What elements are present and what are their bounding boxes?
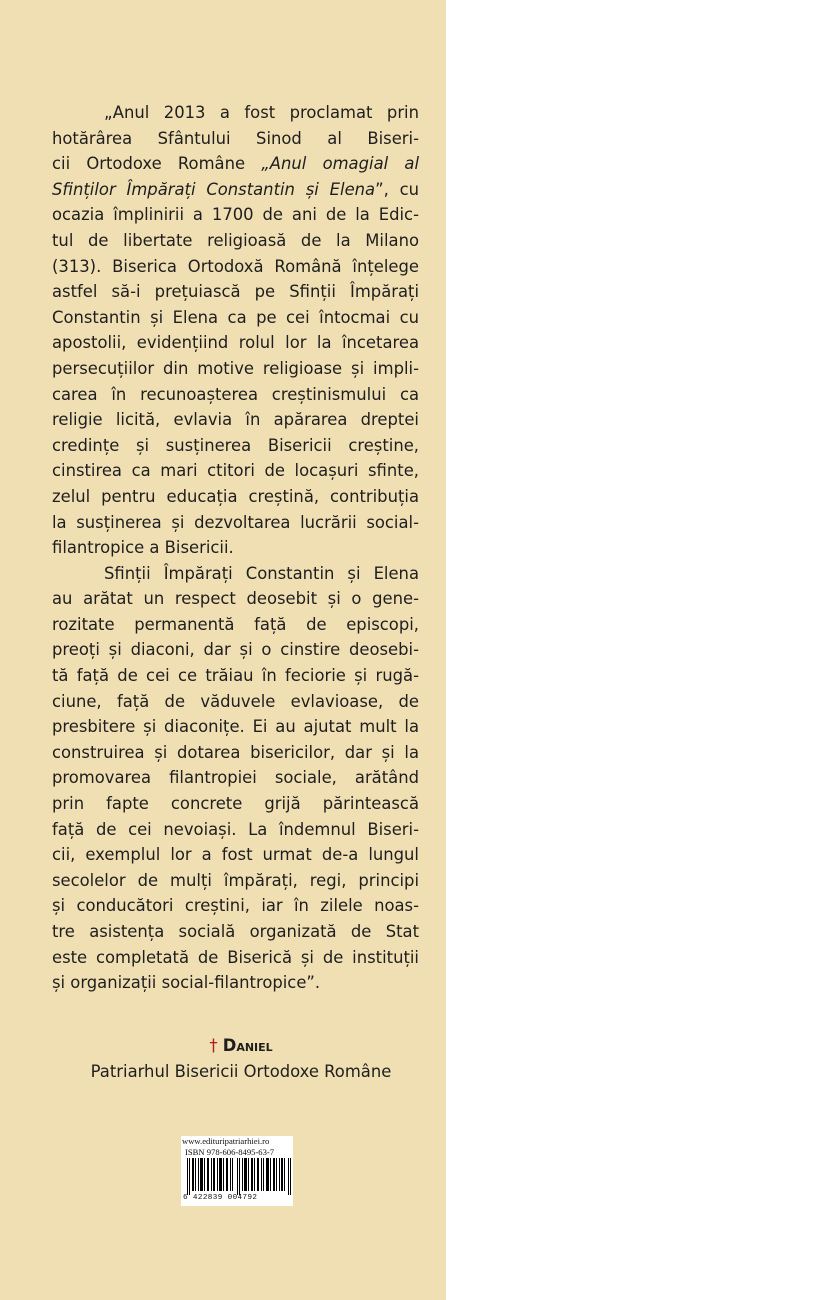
text-line: tre asistența socială organizată de Stat [52, 922, 419, 941]
text-line: promovarea filantropiei sociale, arătând [52, 768, 419, 788]
text-line: astfel să-i prețuiască pe Sfinții Împărați [52, 282, 419, 302]
text-line: (313). Biserica Ortodoxă Română înțelege [52, 256, 419, 276]
text-line: tă față de cei ce trăiau în feciorie și rugă- [52, 666, 419, 686]
text-line [52, 177, 419, 203]
text-line: cii, exemplul lor a fost urmat de-a lungul [52, 845, 419, 865]
isbn-number: ISBN 978-606-8495-63-7 [185, 1147, 275, 1157]
italic-title-segment: Sfinților Împărați Constantin și Elena [52, 179, 376, 199]
quote-paragraph-2 [52, 561, 419, 996]
text-line: au arătat un respect deosebit și o gene- [52, 589, 419, 609]
signature-title: Patriarhul Bisericii Ortodoxe Române [90, 1062, 392, 1081]
text-line: și conducători creștini, iar în zilele noas- [52, 896, 419, 916]
quote-text [52, 100, 419, 996]
text-line: rozitate permanentă față de episcopi, [52, 614, 419, 634]
text-line: tul de libertate religioasă de la Milano [52, 230, 419, 250]
text-line: apostolii, evidențiind rolul lor la încetarea [52, 333, 419, 353]
text-segment: ”, cu [375, 179, 420, 199]
text-line: Constantin și Elena ca pe cei întocmai cu [52, 307, 419, 327]
text-line [52, 151, 419, 177]
text-line: cinstirea ca mari ctitori de locașuri sfinte, [52, 461, 419, 481]
text-line: filantropice a Bisericii. [52, 538, 234, 558]
cross-icon: † [209, 1036, 218, 1055]
text-line: la susținerea și dezvoltarea lucrării social- [52, 512, 419, 532]
text-line: este completată de Biserică și de instituții [52, 947, 419, 967]
text-line: ocazia împlinirii a 1700 de ani de la Edic- [52, 205, 419, 225]
barcode-bars-icon [187, 1158, 291, 1195]
quote-paragraph-1 [52, 100, 419, 561]
text-line: construirea și dotarea bisericilor, dar și la [52, 742, 419, 762]
publisher-website: www.edituripatriarhiei.ro [182, 1136, 270, 1146]
text-line: „Anul 2013 a fost proclamat prin [104, 103, 419, 122]
text-segment: cii Ortodoxe Române [52, 154, 262, 174]
text-line: și organizații social-filantropice”. [52, 973, 321, 993]
text-line: prin fapte concrete grijă părintească [52, 794, 419, 814]
barcode-number: 6 422839 004792 [183, 1194, 258, 1202]
text-line: ciune, față de văduvele evlavioase, de [52, 691, 419, 711]
text-line: hotărârea Sfântului Sinod al Biseri- [52, 128, 419, 148]
isbn-barcode [181, 1136, 293, 1206]
text-line: față de cei nevoiași. La îndemnul Biseri- [52, 819, 419, 839]
blank-right-panel [446, 0, 813, 1300]
text-line: preoți și diaconi, dar și o cinstire deosebi- [52, 640, 419, 660]
text-line: Sfinții Împărați Constantin și Elena [104, 563, 419, 583]
signature-block [52, 1034, 430, 1086]
signature-name-line [52, 1034, 430, 1058]
text-line: secolelor de mulți împărați, regi, principi [52, 870, 419, 890]
text-line: religie licită, evlavia în apărarea dreptei [52, 410, 419, 430]
italic-title-segment: „Anul omagial al [261, 154, 419, 174]
signature-name: Daniel [222, 1036, 273, 1055]
text-line: carea în recunoașterea creștinismului ca [52, 384, 419, 404]
text-line: persecuțiilor din motive religioase și impli- [52, 358, 419, 378]
text-line: credințe și susținerea Bisericii creștine, [52, 435, 419, 455]
text-line: presbitere și diaconițe. Ei au ajutat mult la [52, 717, 419, 737]
text-line: zelul pentru educația creștină, contribuția [52, 486, 419, 506]
